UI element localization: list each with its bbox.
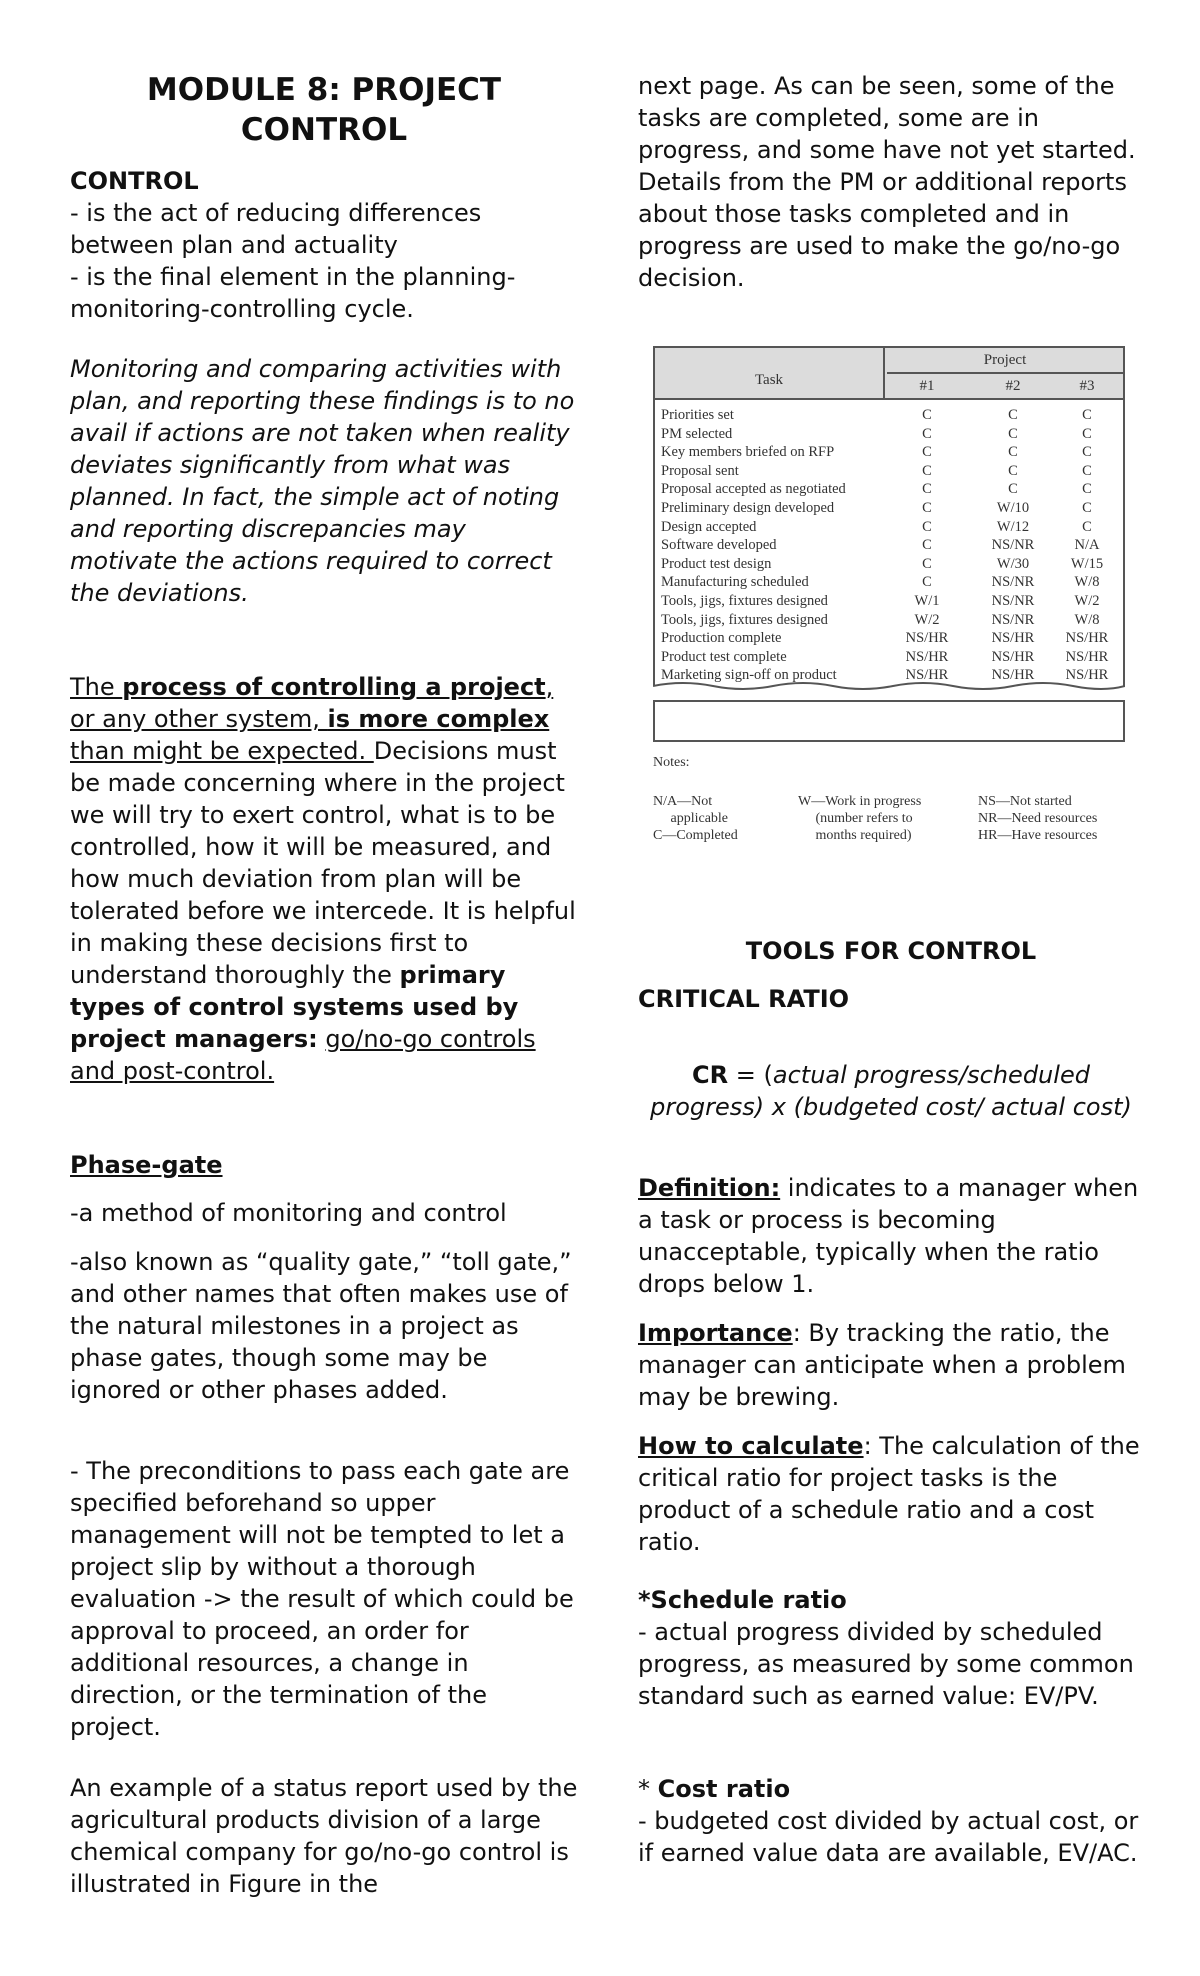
task-name: Product test design (661, 555, 772, 572)
cost-ratio: * Cost ratio - budgeted cost divided by actual cost, or if earned value data are available, EV/AC. (638, 1775, 1139, 1867)
phase-gate-d: An example of a status report used by the agricultural products division of a large chemical company for go/no-go control is illustrated in Figure in the (70, 1774, 578, 1898)
control-def-1: - is the act of reducing differences between plan and actuality (70, 199, 482, 259)
task-status: C (922, 481, 932, 498)
task-name: Software developed (661, 537, 777, 554)
task-status: W/1 (914, 592, 940, 609)
table-row (655, 573, 1123, 592)
task-status: NS/HR (1065, 667, 1109, 684)
task-status: C (922, 462, 932, 479)
how-to-calculate: How to calculate: The calculation of the critical ratio for project tasks is the product of a schedule ratio and a cost ratio. (638, 1432, 1140, 1556)
task-status: C (1082, 481, 1092, 498)
task-status: W/10 (996, 499, 1030, 516)
task-name: Design accepted (661, 518, 757, 535)
critical-ratio-heading: CRITICAL RATIO (638, 985, 850, 1013)
table-row (655, 629, 1123, 648)
control-heading: CONTROL (70, 167, 199, 195)
figure-legend: N/A—Not applicable C—Completed W—Work in progress (number refers to months required) NS—Not started NR—Need resources HR—Have resources (653, 794, 1098, 843)
table-row (655, 462, 1123, 481)
tools-heading: TOOLS FOR CONTROL (745, 937, 1037, 965)
task-status: NS/HR (991, 667, 1035, 684)
task-name: Product test complete (661, 648, 787, 665)
task-status: NS/HR (991, 648, 1035, 665)
project-header: Project (887, 348, 1123, 374)
task-status: W/15 (1070, 555, 1104, 572)
task-status: C (1082, 462, 1092, 479)
task-status: C (922, 499, 932, 516)
task-status: C (1082, 407, 1092, 423)
status-report-figure: Task Project #1 #2 #3 Priorities set C C C PM selected C C C Key members briefed on RFP C C C Proposal sent C C C Proposal accepted as negotiated C C C Preliminary design developed C W/10 C Design accepted C W/12 C Software developed C NS/NR N/A Product test design C W/30 W/15 Manufacturing scheduled C NS/NR W/8 Tools, jigs, fixtures designed W/1 NS/NR W/2 Tools, jigs, fixtures designed W/2 NS/NR W/8 Production complete NS/HR NS/HR NS/HR Product test complete NS/HR NS/HR NS/HR Marketing sign-off on product NS/HR NS/HR NS/HR Notes: N/A—Not applicable C—Completed W—Work in progress (number refers to months required) NS—Not started NR—Need resources HR—Have resources (653, 346, 1125, 844)
task-status: N/A (1074, 537, 1100, 554)
task-status: NS/HR (905, 648, 949, 665)
table-row (655, 406, 1123, 425)
task-name: Key members briefed on RFP (661, 444, 835, 461)
control-section (70, 165, 578, 325)
phase-gate-b: -also known as “quality gate,” “toll gate,” and other names that often makes use of the natural milestones in a project as phase gates, though some may be ignored or other phases added. (70, 1248, 572, 1404)
task-status: C (1008, 444, 1018, 461)
task-status: C (1008, 481, 1018, 498)
task-status: C (1082, 444, 1092, 461)
task-status: C (922, 518, 932, 535)
figure-blank-box (653, 700, 1125, 742)
table-row (655, 611, 1123, 630)
task-status: NS/NR (991, 592, 1035, 609)
task-status: C (1082, 518, 1092, 535)
importance: Importance: By tracking the ratio, the manager can anticipate when a problem may be brewing. (638, 1319, 1126, 1411)
page-title: MODULE 8: PROJECT CONTROL (146, 72, 502, 148)
task-status: W/2 (914, 611, 940, 628)
task-name: Marketing sign-off on product (661, 667, 837, 684)
table-row (655, 425, 1123, 444)
task-status: C (922, 407, 932, 423)
task-status: NS/HR (1065, 630, 1109, 647)
definition: Definition: indicates to a manager when a task or process is becoming unacceptable, typically when the ratio drops below 1. (638, 1174, 1139, 1298)
task-status: W/8 (1074, 574, 1100, 591)
table-row (655, 648, 1123, 667)
task-status: NS/HR (991, 630, 1035, 647)
table-row (655, 555, 1123, 574)
table-row (655, 480, 1123, 499)
wavy-break (653, 680, 1125, 692)
task-status: C (922, 574, 932, 591)
italic-paragraph: Monitoring and comparing activities with plan, and reporting these findings is to no avail if actions are not taken when reality deviates significantly from what was planned. In fact, the simple act of noting and reporting discrepancies may motivate the actions required to correct the deviations. (70, 355, 575, 607)
task-status: C (922, 444, 932, 461)
phase-gate-c: - The preconditions to pass each gate are specified beforehand so upper management will not be tempted to let a project slip by without a thorough evaluation -> the result of which could be approval to proceed, an order for additional resources, a change in direction, or the termination of the project. (70, 1457, 574, 1741)
notes-label: Notes: (653, 755, 690, 770)
task-name: Manufacturing scheduled (661, 574, 809, 591)
cr-formula: CR = (actual progress/scheduled progress) x (budgeted cost/ actual cost) (650, 1061, 1132, 1121)
task-status: W/8 (1074, 611, 1100, 628)
table-row (655, 536, 1123, 555)
table-row (655, 518, 1123, 537)
task-status: C (922, 555, 932, 572)
task-status: C (1008, 407, 1018, 423)
task-name: PM selected (661, 425, 733, 442)
task-name: Priorities set (661, 407, 734, 423)
task-name: Proposal accepted as negotiated (661, 481, 846, 498)
table-row (655, 443, 1123, 462)
task-status: NS/NR (991, 611, 1035, 628)
table-row (655, 499, 1123, 518)
task-status: C (1082, 425, 1092, 442)
task-status: C (1008, 425, 1018, 442)
task-status: C (922, 425, 932, 442)
task-status: C (1082, 499, 1092, 516)
task-status: NS/NR (991, 537, 1035, 554)
right-intro: next page. As can be seen, some of the tasks are completed, some are in progress, and some have not yet started. Details from the PM or additional reports about those tasks completed and in progress are used to make the go/no-go decision. (638, 72, 1136, 292)
task-status: NS/HR (905, 630, 949, 647)
task-status: W/30 (996, 555, 1030, 572)
task-status: NS/NR (991, 574, 1035, 591)
task-status: C (1008, 462, 1018, 479)
task-name: Tools, jigs, fixtures designed (661, 592, 828, 609)
task-name: Proposal sent (661, 462, 739, 479)
task-status: W/12 (996, 518, 1030, 535)
process-paragraph: The process of controlling a project, or any other system, is more complex than might be expected. Decisions must be made concerning where in the project we will try to exert control, what is to be controlled, how it will be measured, and how much deviation from plan will be tolerated before we intercede. It is helpful in making these decisions first to understand thoroughly the primary types of control systems used by project managers: go/no-go controls and post-control. (70, 673, 576, 1085)
task-name: Production complete (661, 630, 782, 647)
task-status: NS/HR (1065, 648, 1109, 665)
task-name: Tools, jigs, fixtures designed (661, 611, 828, 628)
phase-gate-heading: Phase-gate (70, 1151, 223, 1179)
control-def-2: - is the final element in the planning-monitoring-controlling cycle. (70, 263, 516, 323)
task-name: Preliminary design developed (661, 499, 835, 516)
status-rows (655, 406, 1123, 685)
phase-gate-a: -a method of monitoring and control (70, 1199, 507, 1227)
table-row (655, 592, 1123, 611)
task-header: Task (655, 348, 885, 398)
task-status: W/2 (1074, 592, 1100, 609)
task-status: NS/HR (905, 667, 949, 684)
schedule-ratio: *Schedule ratio - actual progress divided by scheduled progress, as measured by some common standard such as earned value: EV/PV. (638, 1586, 1134, 1710)
task-status: C (922, 537, 932, 554)
